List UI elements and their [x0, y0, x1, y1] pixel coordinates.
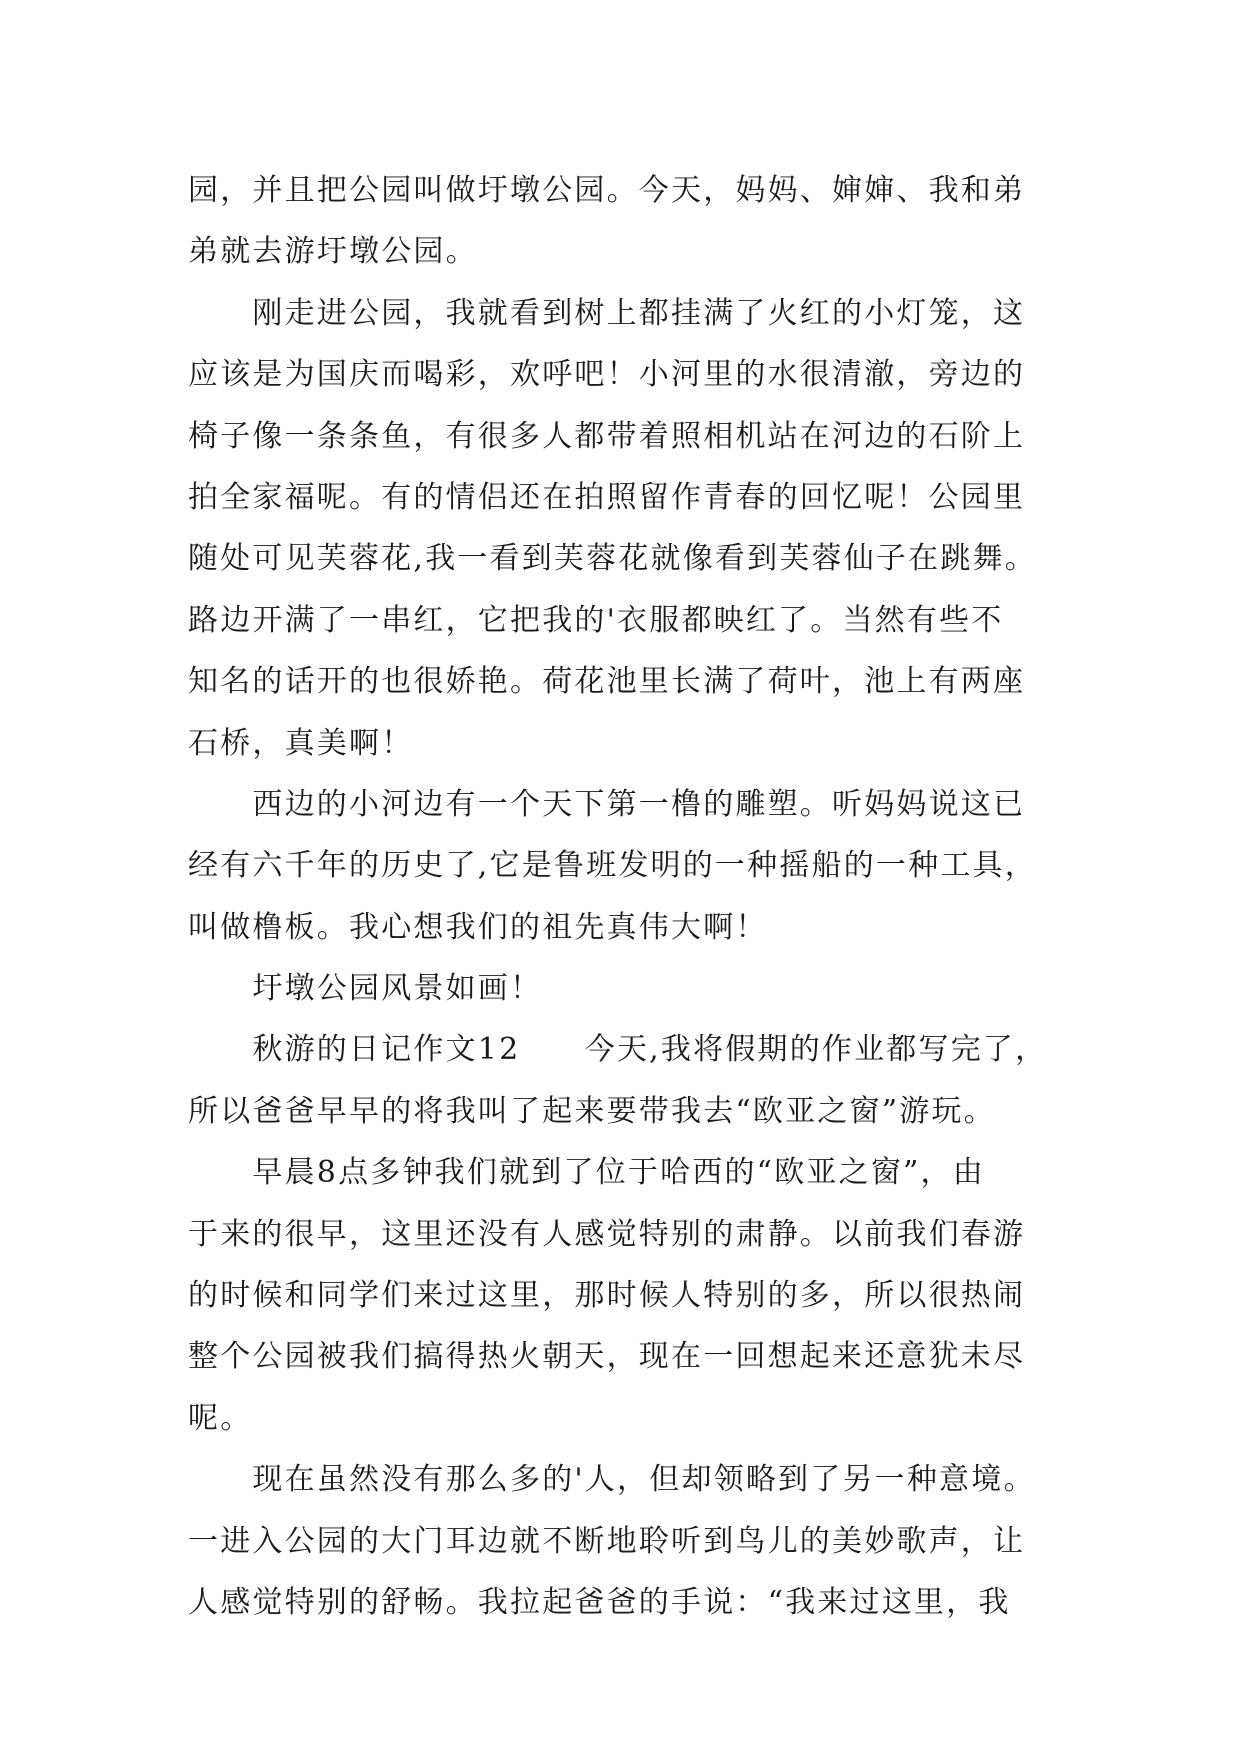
text-line: 经有六千年的历史了,它是鲁班发明的一种摇船的一种工具， [188, 848, 1037, 884]
text-line: 刚走进公园，我就看到树上都挂满了火红的小灯笼，这 [188, 295, 1026, 331]
text-line: 所以爸爸早早的将我叫了起来要带我去“欧亚之窗”游玩。 [188, 1093, 996, 1129]
text-line: 应该是为国庆而喝彩，欢呼吧！小河里的水很清澈，旁边的 [188, 357, 1026, 393]
text-line: 西边的小河边有一个天下第一橹的雕塑。听妈妈说这已 [188, 786, 1026, 822]
text-line: 人感觉特别的舒畅。我拉起爸爸的手说：“我来过这里，我 [188, 1584, 1011, 1620]
text-line: 路边开满了一串红，它把我的'衣服都映红了。当然有些不 [188, 602, 1004, 638]
text-line: 整个公园被我们搞得热火朝天，现在一回想起来还意犹未尽 [188, 1339, 1026, 1375]
text-line: 随处可见芙蓉花,我一看到芙蓉花就像看到芙蓉仙子在跳舞。 [188, 541, 1037, 577]
text-line: 知名的话开的也很娇艳。荷花池里长满了荷叶，池上有两座 [188, 664, 1026, 700]
text-line: 早晨8点多钟我们就到了位于哈西的“欧亚之窗”，由 [188, 1155, 985, 1191]
body-text [188, 160, 1060, 1633]
text-line: 现在虽然没有那么多的'人，但却领略到了另一种意境。 [188, 1462, 1036, 1498]
text-line: 椅子像一条条鱼，有很多人都带着照相机站在河边的石阶上 [188, 418, 1026, 454]
text-line: 的时候和同学们来过这里，那时候人特别的多，所以很热闹 [188, 1278, 1026, 1314]
text-line: 一进入公园的大门耳边就不断地聆听到鸟儿的美妙歌声，让 [188, 1523, 1026, 1559]
text-line: 石桥，真美啊！ [188, 725, 414, 761]
text-line: 于来的很早，这里还没有人感觉特别的肃静。以前我们春游 [188, 1216, 1026, 1252]
text-line: 园，并且把公园叫做圩墩公园。今天，妈妈、婶婶、我和弟 [188, 173, 1026, 208]
text-line: 呢。 [188, 1400, 253, 1436]
text-line: 圩墩公园风景如画！ [188, 971, 543, 1007]
text-line: 拍全家福呢。有的情侣还在拍照留作青春的回忆呢！公园里 [188, 479, 1026, 515]
text-line: 弟就去游圩墩公园。 [188, 234, 478, 270]
text-line: 叫做橹板。我心想我们的祖先真伟大啊！ [188, 909, 768, 945]
text-line: 秋游的日记作文12 今天,我将假期的作业都写完了， [188, 1032, 1048, 1068]
